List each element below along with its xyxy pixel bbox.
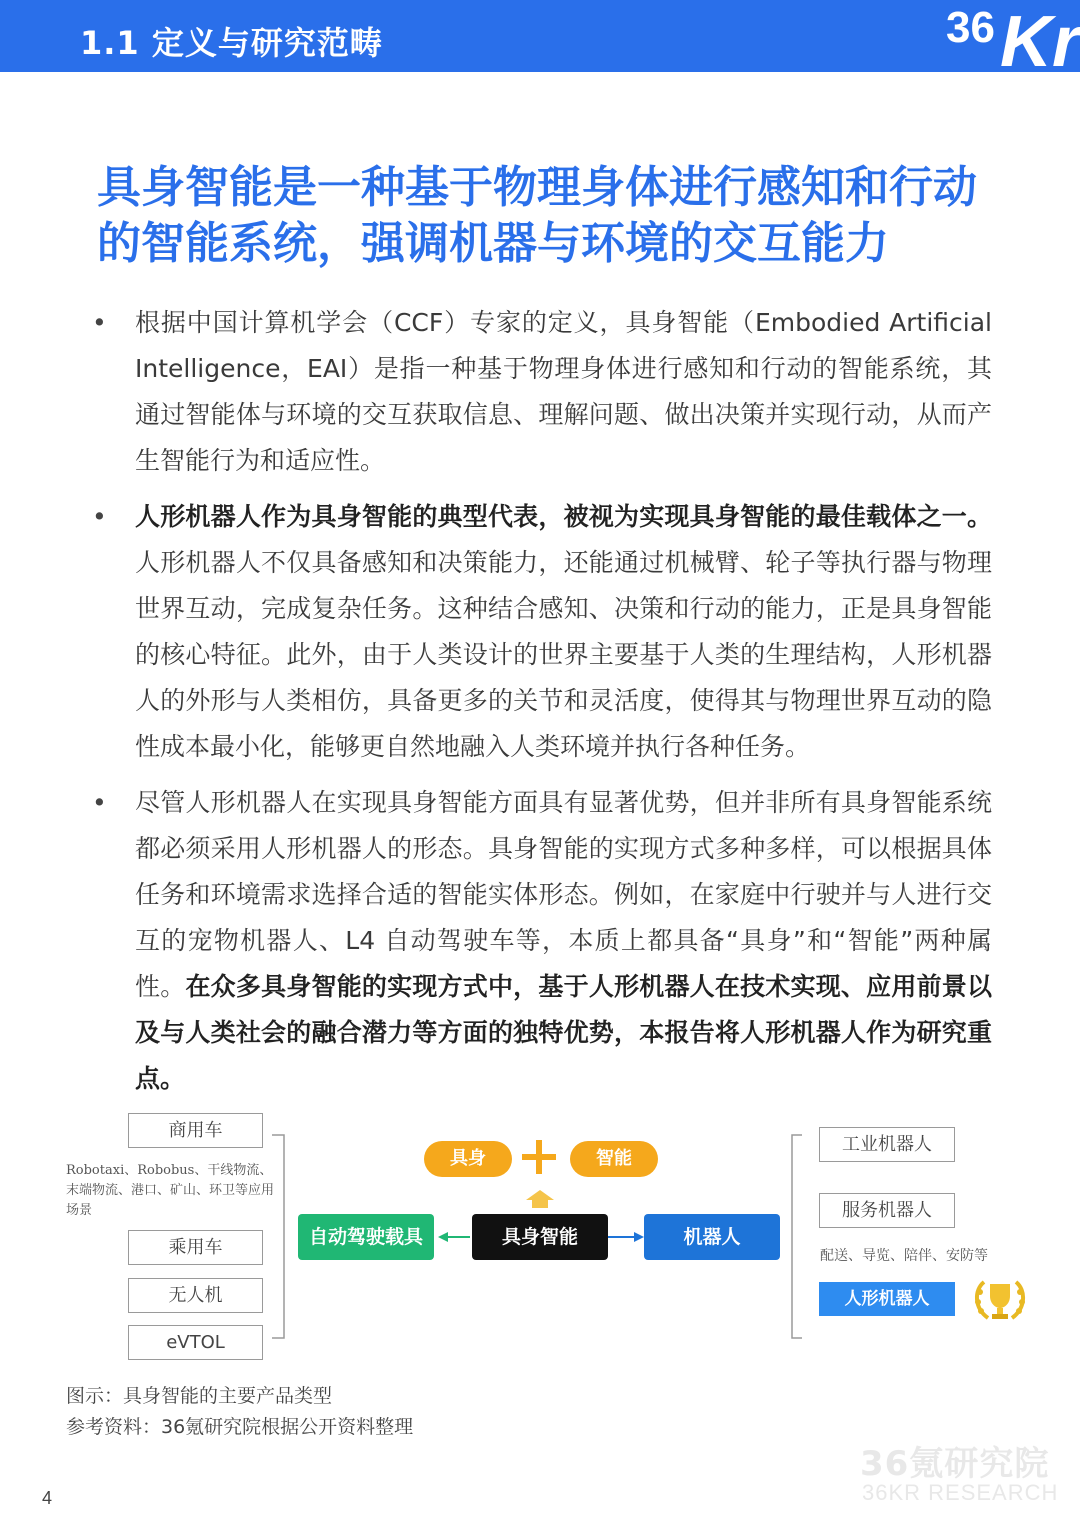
paragraph-3-bold: 在众多具身智能的实现方式中，基于人形机器人在技术实现、应用前景以及与人类社会的融合潜力等方面的独特优势，本报告将人形机器人作为研究重点。 [135,972,992,1093]
right-item-service-robot: 服务机器人 [819,1193,955,1228]
logo-text-kr: Kr [1000,2,1080,72]
bullet-icon: • [92,502,107,531]
right-item-industrial-robot: 工业机器人 [819,1127,955,1162]
watermark-en: 36KR RESEARCH [862,1480,1059,1505]
left-application-note: Robotaxi、Robobus、干线物流、末端物流、港口、矿山、环卫等应用场景 [66,1163,275,1218]
section-title: 1.1 定义与研究范畴 [80,24,383,62]
bullet-icon: • [92,308,107,337]
autonomous-vehicle-box: 自动驾驶载具 [298,1214,434,1260]
left-item-drone: 无人机 [128,1278,263,1313]
paragraph-3-normal: 尽管人形机器人在实现具身智能方面具有显著优势，但并非所有具身智能系统都必须采用人形机器人的形态。具身智能的实现方式多种多样，可以根据具体任务和环境需求选择合适的智能实体形态。例如，在家庭中行驶并与人进行交互的宠物机器人、L4 自动驾驶车等，本质上都具备“具身”和“智能”两种属性。 [135,788,992,1001]
figure-caption: 图示：具身智能的主要产品类型 [66,1385,333,1407]
watermark-cn: 36氪研究院 [860,1444,1050,1484]
source-caption: 参考资料：36氪研究院根据公开资料整理 [66,1416,414,1438]
left-item-evtol: eVTOL [128,1325,263,1360]
up-arrow-stem [532,1200,548,1208]
plus-icon [522,1140,556,1174]
pill-intelligence: 智能 [570,1141,658,1177]
up-arrow-icon [526,1190,554,1200]
trophy-icon [970,1274,1030,1326]
right-application-note: 配送、导览、陪伴、安防等 [820,1248,988,1264]
pill-embodied: 具身 [424,1141,512,1177]
headline-line-1: 具身智能是一种基于物理身体进行感知和行动 [97,162,977,213]
robot-box: 机器人 [644,1214,780,1260]
paragraph-2-bold: 人形机器人作为具身智能的典型代表，被视为实现具身智能的最佳载体之一。 [135,502,992,531]
paragraph-2-rest: 人形机器人不仅具备感知和决策能力，还能通过机械臂、轮子等执行器与物理世界互动，完成复杂任务。这种结合感知、决策和行动的能力，正是具身智能的核心特征。此外，由于人类设计的世界主要基于人类的生理结构，人形机器人的外形与人类相仿，具备更多的关节和灵活度，使得其与物理世界互动的隐性成本最小化，能够更自然地融入人类环境并执行各种任务。 [135,548,992,761]
bullet-icon: • [92,788,107,817]
logo-text-36: 36 [946,3,995,52]
humanoid-robot-box: 人形机器人 [819,1282,955,1316]
paragraph-1-text: 根据中国计算机学会（CCF）专家的定义，具身智能（Embodied Artificial Intelligence，EAI）是指一种基于物理身体进行感知和行动的智能系统，其通过智能体与环境的交互获取信息、理解问题、做出决策并实现行动，从而产生智能行为和适应性。 [135,308,992,475]
page-number: 4 [42,1488,53,1508]
headline-line-2: 的智能系统，强调机器与环境的交互能力 [97,218,889,269]
left-item-commercial-vehicle: 商用车 [128,1113,263,1148]
left-item-passenger-car: 乘用车 [128,1230,263,1265]
embodied-ai-center-box: 具身智能 [472,1214,608,1260]
